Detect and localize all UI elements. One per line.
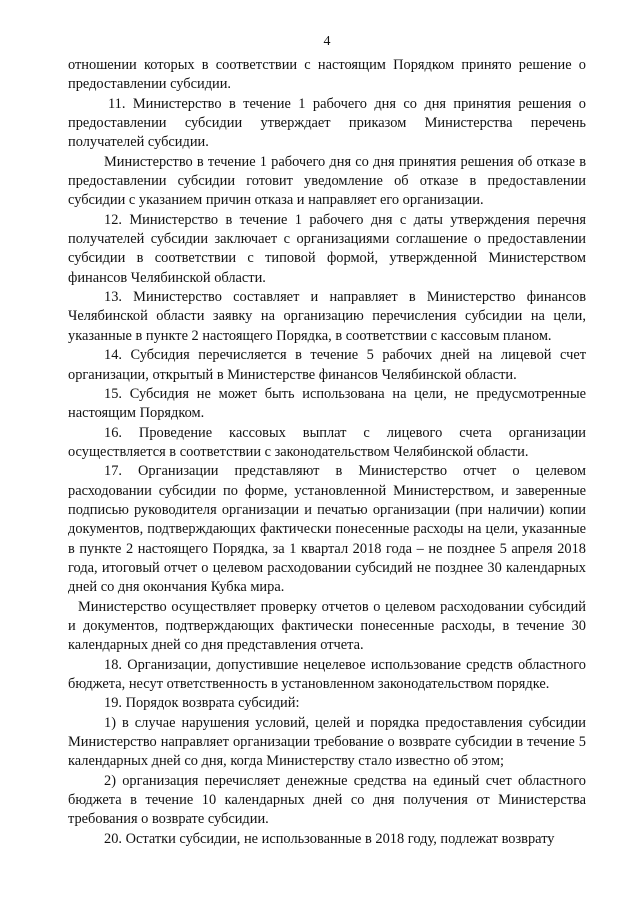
paragraph-14: 14. Субсидия перечисляется в течение 5 рабочих дней на лицевой счет организации, открытый в Министерстве финансов Челябинской области.: [68, 347, 586, 383]
paragraph-17: 17. Организации представляют в Министерство отчет о целевом расходовании субсидии по форме, установленной Министерством, и заверенные подписью руководителя организации и печатью организации (при наличии) копии документов, подтверждающих фактически понесенные расходы на цели, указанные в пункте 2 настоящего Порядка, за 1 квартал 2018 года – не позднее 5 апреля 2018 года, итоговый отчет о целевом расходовании субсидий не позднее 30 календарных дней со дня окончания Кубка мира.: [68, 463, 586, 596]
paragraph-15: 15. Субсидия не может быть использована на цели, не предусмотренные настоящим Порядком.: [68, 385, 586, 422]
paragraph-16: 16. Проведение кассовых выплат с лицевого счета организации осуществляется в соответствии с законодательством Челябинской области.: [68, 424, 586, 460]
page-number: 4: [323, 34, 331, 49]
paragraph-19-item-2: 2) организация перечисляет денежные средства на единый счет областного бюджета в течение 10 календарных дней со дня получения от Министерства требования о возврате субсидии.: [68, 772, 586, 828]
paragraph-continuation: отношении которых в соответствии с настоящим Порядком принято решение о предоставлении субсидии.: [68, 57, 586, 93]
paragraph-17-verification: Министерство осуществляет проверку отчетов о целевом расходовании субсидий и документов, подтверждающих фактически понесенные расходы, в течение 30 календарных дней со дня представления отчета.: [68, 598, 586, 654]
paragraph-12: 12. Министерство в течение 1 рабочего дня с даты утверждения перечня получателей субсидии заключает с организациями соглашение о предоставлении субсидии в соответствии с типовой формой, утвержденной Министерством финансов Челябинской области.: [68, 211, 586, 286]
paragraph-11-refusal: Министерство в течение 1 рабочего дня со дня принятия решения об отказе в предоставлении субсидии готовит уведомление об отказе в предоставлении субсидии с указанием причин отказа и направляет его организации.: [68, 153, 586, 209]
paragraph-18: 18. Организации, допустившие нецелевое использование средств областного бюджета, несут ответственность в установленном законодательством порядке.: [68, 656, 586, 692]
document-body: [68, 56, 586, 849]
paragraph-11: 11. Министерство в течение 1 рабочего дня со дня принятия решения о предоставлении субсидии утверждает приказом Министерства перечень получателей субсидии.: [68, 95, 586, 151]
paragraph-19: 19. Порядок возврата субсидий:: [104, 695, 300, 712]
paragraph-20: 20. Остатки субсидии, не использованные в 2018 году, подлежат возврату: [104, 830, 555, 847]
paragraph-19-item-1: 1) в случае нарушения условий, целей и порядка предоставления субсидии Министерство направляет организации требование о возврате субсидии в течение 5 календарных дней со дня, когда Министерству стало известно об этом;: [68, 714, 586, 770]
paragraph-13: 13. Министерство составляет и направляет в Министерство финансов Челябинской области заявку на организацию перечисления субсидии на цели, указанные в пункте 2 настоящего Порядка, в соответствии с кассовым планом.: [68, 289, 586, 344]
